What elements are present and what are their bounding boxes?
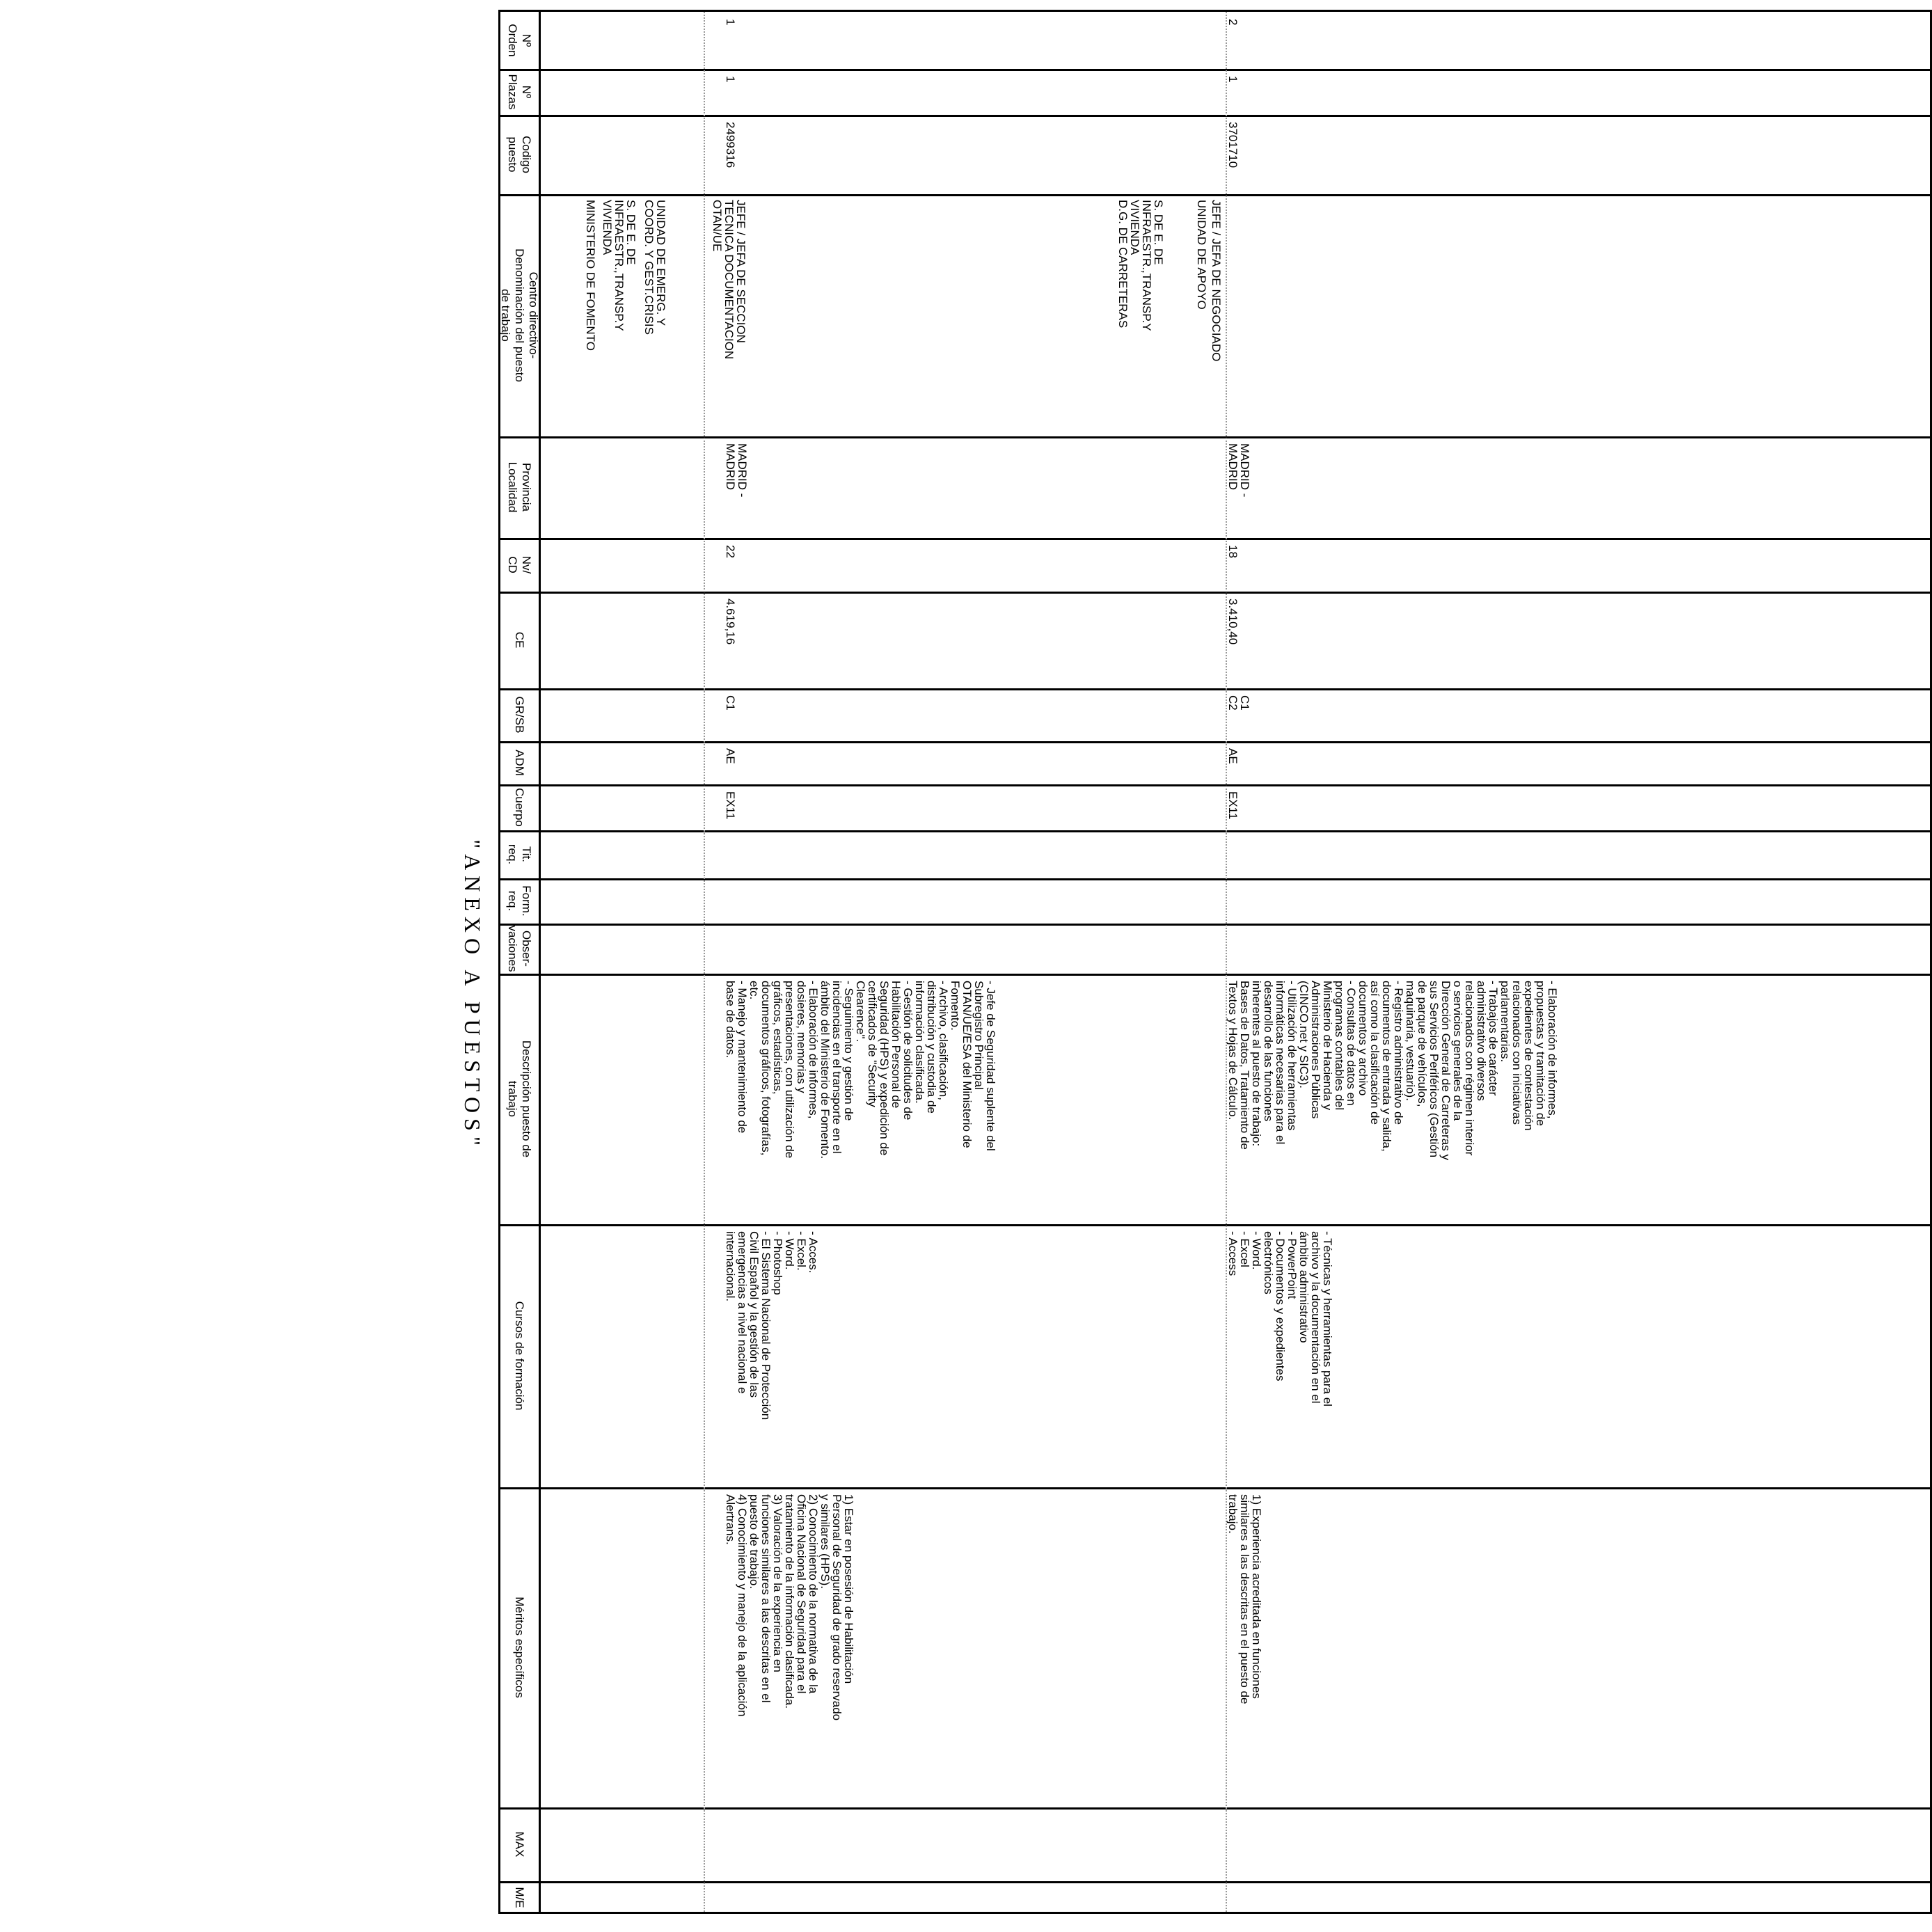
header-ce: CE [513,631,526,649]
header-centro: Centro directivo- Denominación del puesto de trabajo [499,248,540,382]
header-adm: ADM [513,750,526,776]
row1-puesto: JEFE / JEFA DE SECCION TECNICA DOCUMENTACION OTAN/UE [711,200,747,360]
row1-adm: AE [724,748,737,764]
row1-nivel: 22 [724,545,737,558]
unidad-label: UNIDAD DE EMERG. Y COORD. Y GEST.CRISIS [642,200,667,335]
rotated-sheet [452,0,1932,1932]
header-cuerpo: Cuerpo [513,788,526,827]
row2-meritos: 1) Experiencia acreditada en funciones similares a las descritas en el puesto de trabajo. [1226,1494,1263,1704]
row1-provincia: MADRID - MADRID [724,443,749,498]
row2-plazas: 1 [1226,76,1240,83]
row2-cuerpo: EX11 [1226,791,1240,820]
column-line [500,688,1930,690]
row2-group: S. DE E. DE INFRAESTR.,TRANSP.Y VIVIENDA D.G. DE CARRETERAS [1116,200,1165,331]
row1-orden: 1 [724,19,737,26]
column-line [500,1881,1930,1883]
header-tit: Tit. req. [506,844,533,865]
column-line [500,69,1930,71]
row1-max [724,1813,1212,1880]
row-separator [704,12,705,1912]
column-line [500,115,1930,117]
row2-orden: 2 [1226,19,1240,26]
column-line [500,878,1930,880]
secretaria-label: S. DE E. DE INFRAESTR.,TRANSP.Y VIVIENDA [601,200,638,331]
row2-descripcion: - Elaboración de informes, propuestas y tramitación de expedientes de contestación relacionados con iniciativas parlamentarias. - Trabajos de carácter administrativo diversos relacionados con régimen interior o servicios generales de la Dirección General de Carreteras y sus Servicios Periféricos (Gestión de parque de vehículos, maquinaria, vestuario). - Registro administrativo de documentos de entrada y salida, así como la clasificación de documentos y archivo - Consultas de datos en programas contables del Ministerio de Hacienda y Administraciones Públicas (CINCO.net y SIC3). - Utilización de herramientas informáticas necesarias para el desarrollo de las funciones inherentes al puesto de trabajo: Bases de Datos, Tratamiento de Textos y Hojas de Cálculo. [1226,981,1559,1160]
row1-cursos: - Acces. - Excel. - Word. - Photoshop - El Sistema Nacional de Protección Civil Español y la gestión de las emergencias a nivel nacional e internacional. [724,1231,820,1420]
column-line [500,194,1930,196]
row1-tit [724,836,1212,877]
header-nivel: Nv/ CD [506,555,533,574]
row2-ce: 3.410,40 [1226,599,1240,645]
header-form: Form. req. [506,885,533,917]
header-cursos: Cursos de formación [513,1301,526,1411]
header-meritos: Méritos específicos [513,1597,526,1698]
header-codigo: Codigo puesto [506,136,533,173]
row2-grsb: C1 C2 [1226,695,1251,711]
row1-cuerpo: EX11 [724,791,737,820]
column-line [500,1224,1930,1226]
row2-unidad: UNIDAD DE APOYO [1195,200,1208,310]
row1-grsb: C1 [724,695,737,711]
row1-descripcion: - Jefe de Seguridad suplente del Subregistro Principal OTAN/UE/ESA del Ministerio de Fomento. - Archivo, clasificación, distribución y custodia de información clasificada. - Gestión de solicitudes de Habilitación Personal de Seguridad (HPS) y expedición de certificados de "Security Clearence". - Seguimiento y gestión de incidencias en el transporte en el ámbito del Ministerio de Fomento. - Elaboración de informes, dosieres, memorias y presentaciones, con utilización de gráficos, estadísticas, documentos gráficos, fotografías, etc. - Manejo y mantenimiento de base de datos. [724,981,997,1159]
header-provincia: Provincia Localidad [506,461,533,513]
column-line [500,784,1930,786]
row2-nivel: 18 [1226,545,1240,558]
row1-meritos: 1) Estar en posesión de Habilitación Personal de Seguridad de grado reservado y similares (HPS). 2) Conocimiento de la normativa de la Oficina Nacional de Seguridad para el tratamiento de la información clasificada. 3) Valoración de la experiencia en funciones similares a las descritas en el puesto de trabajo. 4) Conocimiento y manejo de la aplicación Alertrans. [724,1494,855,1721]
row2-obs [1227,929,1923,972]
row2-provincia: MADRID - MADRID [1226,443,1251,498]
column-line [500,436,1930,438]
header-plazas: Nº Plazas [506,74,533,110]
row2-adm: AE [1226,748,1240,764]
row1-plazas: 1 [724,76,737,83]
column-line [500,830,1930,832]
puestos-table [498,10,1932,1914]
row2-codigo: 3701710 [1226,122,1240,168]
row1-ce: 4.619,16 [724,599,737,645]
row1-codigo: 2499316 [724,122,737,168]
document-title: "ANEXO A PUESTOS" [460,839,485,1151]
row1-obs [724,929,1212,972]
column-line [500,1807,1930,1810]
column-line [500,592,1930,594]
header-descripcion: Descripción puesto de trabajo [506,1040,533,1158]
header-me: M/E [513,1887,526,1908]
ministerio-label: MINISTERIO DE FOMENTO [584,200,597,351]
column-line [500,741,1930,743]
row2-form [1227,884,1923,922]
header-orden: Nº Orden [506,24,533,57]
row2-tit [1227,836,1923,877]
header-max: MAX [513,1831,526,1858]
column-line [500,538,1930,540]
column-line [500,924,1930,926]
row1-form [724,884,1212,922]
header-grsb: GR/SB [513,696,526,734]
column-line [500,1487,1930,1489]
header-obs: Obser- vaciones [506,925,533,972]
column-line [500,974,1930,976]
row2-cursos: - Técnicas y herramientas para el archivo y la documentación en el ámbito administrativo - PowerPoint - Documentos y expedientes electrónicos - Word. - Excel - Access [1226,1231,1334,1407]
header-row [499,12,539,1912]
row1-me [724,1887,1212,1913]
row2-puesto: JEFE / JEFA DE NEGOCIADO [1210,200,1223,362]
row2-max [1227,1813,1923,1880]
row2-me [1227,1887,1923,1913]
